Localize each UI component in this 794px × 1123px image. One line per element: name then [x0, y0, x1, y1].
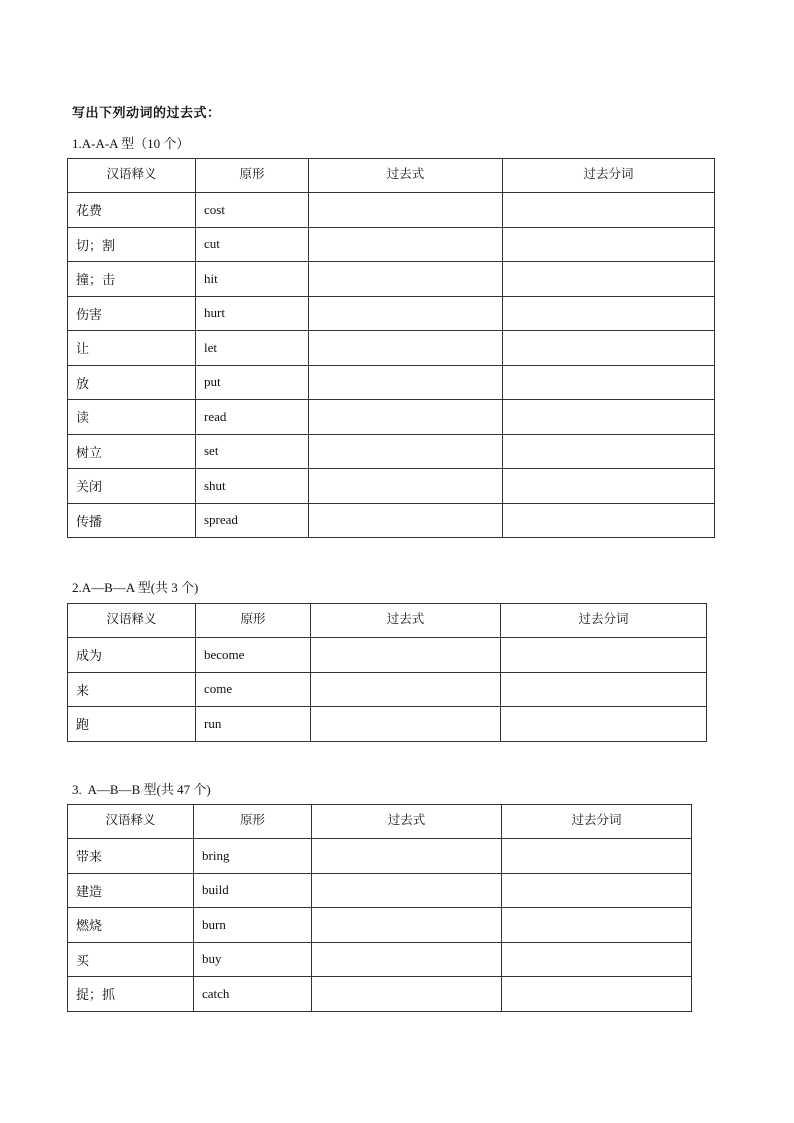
header-meaning: 汉语释义	[68, 159, 196, 193]
past-answer-cell[interactable]	[309, 469, 503, 504]
base-cell: hurt	[196, 296, 309, 331]
past-answer-cell[interactable]	[312, 942, 502, 977]
table-row	[68, 503, 715, 538]
table-row	[68, 469, 715, 504]
base-cell: come	[196, 672, 311, 707]
base-cell: let	[196, 331, 309, 366]
meaning-cell: 来	[68, 672, 196, 707]
base-cell: cut	[196, 227, 309, 262]
base-cell: bring	[194, 839, 312, 874]
meaning-cell: 买	[68, 942, 194, 977]
table-row	[68, 331, 715, 366]
base-cell: hit	[196, 262, 309, 297]
meaning-cell: 放	[68, 365, 196, 400]
participle-answer-cell[interactable]	[503, 434, 715, 469]
participle-answer-cell[interactable]	[502, 908, 692, 943]
table-row	[68, 977, 692, 1012]
participle-answer-cell[interactable]	[501, 638, 707, 673]
table-row	[68, 400, 715, 435]
verb-table-abb	[67, 804, 692, 1012]
past-answer-cell[interactable]	[309, 400, 503, 435]
base-cell: put	[196, 365, 309, 400]
past-answer-cell[interactable]	[309, 296, 503, 331]
table-row	[68, 942, 692, 977]
meaning-cell: 撞；击	[68, 262, 196, 297]
participle-answer-cell[interactable]	[501, 672, 707, 707]
participle-answer-cell[interactable]	[503, 331, 715, 366]
header-base: 原形	[196, 159, 309, 193]
table-row	[68, 707, 707, 742]
header-participle: 过去分词	[501, 604, 707, 638]
participle-answer-cell[interactable]	[503, 193, 715, 228]
header-meaning: 汉语释义	[68, 805, 194, 839]
base-cell: read	[196, 400, 309, 435]
meaning-cell: 伤害	[68, 296, 196, 331]
header-meaning: 汉语释义	[68, 604, 196, 638]
past-answer-cell[interactable]	[309, 503, 503, 538]
past-answer-cell[interactable]	[309, 193, 503, 228]
participle-answer-cell[interactable]	[502, 839, 692, 874]
meaning-cell: 传播	[68, 503, 196, 538]
header-base: 原形	[194, 805, 312, 839]
meaning-cell: 读	[68, 400, 196, 435]
table-row	[68, 839, 692, 874]
past-answer-cell[interactable]	[312, 977, 502, 1012]
table-row	[68, 227, 715, 262]
participle-answer-cell[interactable]	[502, 942, 692, 977]
meaning-cell: 花费	[68, 193, 196, 228]
table-row	[68, 908, 692, 943]
base-cell: shut	[196, 469, 309, 504]
header-participle: 过去分词	[502, 805, 692, 839]
table-row	[68, 296, 715, 331]
meaning-cell: 跑	[68, 707, 196, 742]
verb-table-aaa	[67, 158, 715, 538]
header-past: 过去式	[309, 159, 503, 193]
meaning-cell: 切；割	[68, 227, 196, 262]
participle-answer-cell[interactable]	[503, 365, 715, 400]
meaning-cell: 捉；抓	[68, 977, 194, 1012]
page-title: 写出下列动词的过去式：	[72, 106, 221, 121]
participle-answer-cell[interactable]	[502, 873, 692, 908]
past-answer-cell[interactable]	[312, 873, 502, 908]
base-cell: set	[196, 434, 309, 469]
meaning-cell: 让	[68, 331, 196, 366]
header-participle: 过去分词	[503, 159, 715, 193]
participle-answer-cell[interactable]	[503, 227, 715, 262]
past-answer-cell[interactable]	[309, 365, 503, 400]
past-answer-cell[interactable]	[311, 672, 501, 707]
base-cell: become	[196, 638, 311, 673]
table-header-row	[68, 604, 707, 638]
past-answer-cell[interactable]	[312, 839, 502, 874]
past-answer-cell[interactable]	[309, 227, 503, 262]
participle-answer-cell[interactable]	[501, 707, 707, 742]
section-heading-abb: 3. A—B—B 型(共 47 个)	[72, 782, 211, 797]
table-row	[68, 434, 715, 469]
past-answer-cell[interactable]	[311, 638, 501, 673]
participle-answer-cell[interactable]	[503, 469, 715, 504]
past-answer-cell[interactable]	[312, 908, 502, 943]
header-base: 原形	[196, 604, 311, 638]
participle-answer-cell[interactable]	[502, 977, 692, 1012]
header-past: 过去式	[312, 805, 502, 839]
participle-answer-cell[interactable]	[503, 503, 715, 538]
meaning-cell: 带来	[68, 839, 194, 874]
section-heading-aaa: 1.A-A-A 型（10 个）	[72, 136, 190, 151]
meaning-cell: 燃烧	[68, 908, 194, 943]
meaning-cell: 成为	[68, 638, 196, 673]
table-row	[68, 262, 715, 297]
base-cell: spread	[196, 503, 309, 538]
header-past: 过去式	[311, 604, 501, 638]
meaning-cell: 关闭	[68, 469, 196, 504]
base-cell: run	[196, 707, 311, 742]
section-heading-aba: 2.A—B—A 型(共 3 个)	[72, 580, 199, 595]
base-cell: buy	[194, 942, 312, 977]
past-answer-cell[interactable]	[311, 707, 501, 742]
table-row	[68, 873, 692, 908]
participle-answer-cell[interactable]	[503, 262, 715, 297]
table-row	[68, 365, 715, 400]
base-cell: build	[194, 873, 312, 908]
past-answer-cell[interactable]	[309, 262, 503, 297]
table-row	[68, 193, 715, 228]
meaning-cell: 建造	[68, 873, 194, 908]
verb-table-aba	[67, 603, 707, 742]
table-header-row	[68, 805, 692, 839]
participle-answer-cell[interactable]	[503, 400, 715, 435]
past-answer-cell[interactable]	[309, 331, 503, 366]
base-cell: burn	[194, 908, 312, 943]
meaning-cell: 树立	[68, 434, 196, 469]
table-header-row	[68, 159, 715, 193]
base-cell: catch	[194, 977, 312, 1012]
base-cell: cost	[196, 193, 309, 228]
table-row	[68, 672, 707, 707]
table-row	[68, 638, 707, 673]
past-answer-cell[interactable]	[309, 434, 503, 469]
participle-answer-cell[interactable]	[503, 296, 715, 331]
